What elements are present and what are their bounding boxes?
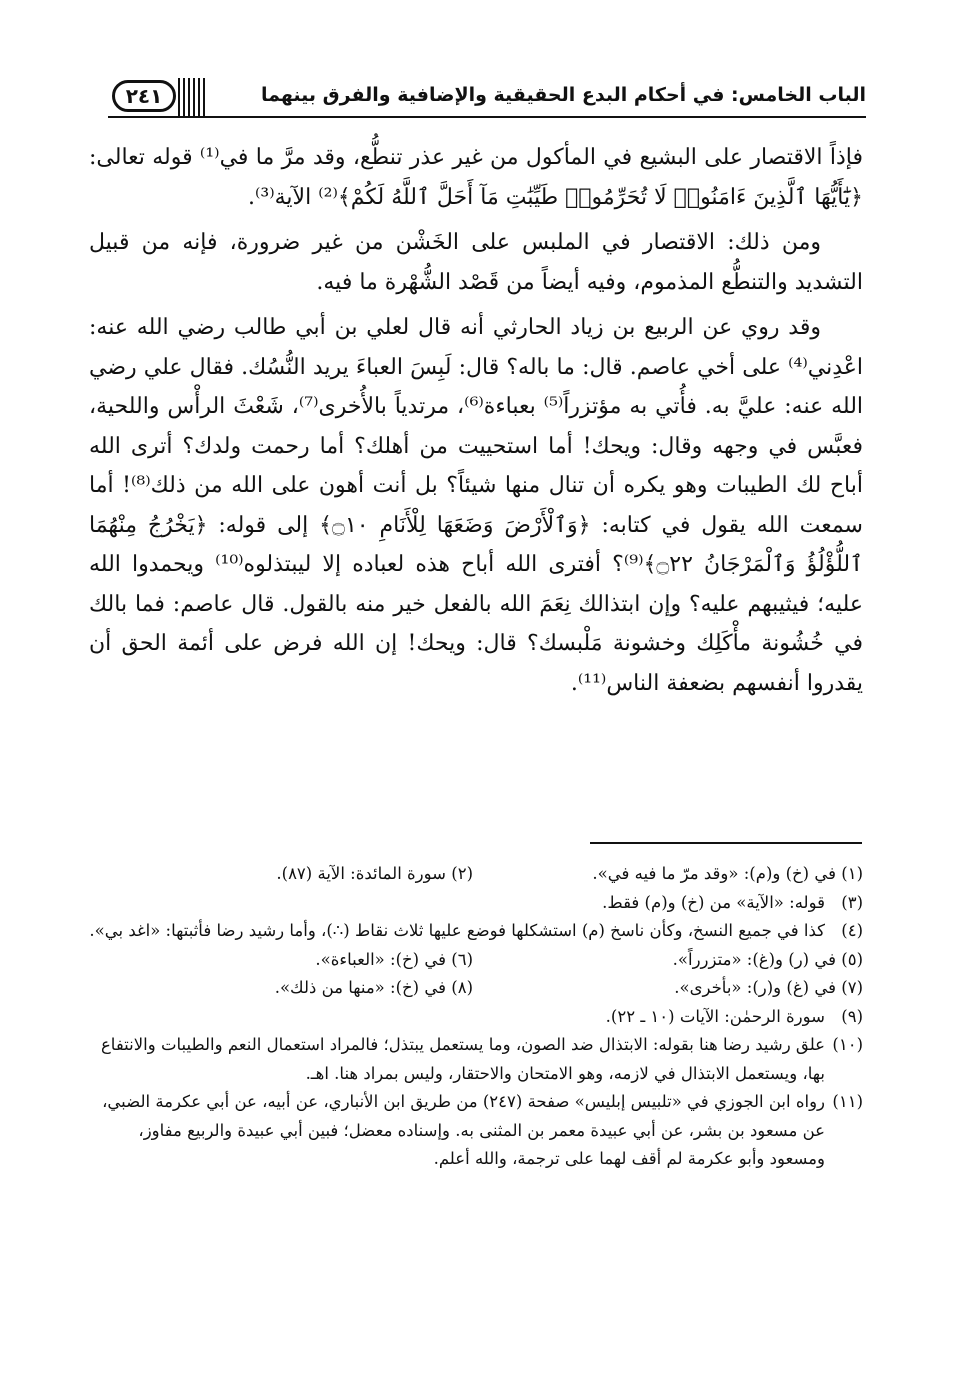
footnote-8 xyxy=(275,974,473,1003)
header-rule xyxy=(108,116,866,118)
main-text xyxy=(89,138,863,709)
footnote-5 xyxy=(673,946,863,975)
footnote-10 xyxy=(89,1031,863,1088)
footnote-1 xyxy=(592,860,863,889)
footnote-2 xyxy=(276,860,473,889)
footnote-number: (٧) xyxy=(841,978,863,997)
footnote-text: قوله: «الآية» من (خ) و(م) فقط. xyxy=(602,892,825,912)
footnote-number: (٨) xyxy=(451,978,473,997)
footnote-text: رواه ابن الجوزي في «تلبيس إبليس» صفحة (٢٤٧) من طريق ابن الأنباري، عن أبيه، عن أبي عكرمة الضبي، عن مسعود بن بشر، عن أبي عبيدة معمر بن المثنى به. وإسناده معضل؛ فبين أبي عبيدة والربيع مفاوز، ومسعود وأبو عكرمة لم أقف لهما على ترجمة، والله أعلم. xyxy=(102,1092,825,1168)
footnote-4 xyxy=(89,917,863,946)
footnote-text: علق رشيد رضا هنا بقوله: الابتذال ضد الصون، وما يستعمل يبتذل؛ فالمراد استعمال النعم والطيبات والانتفاع بها، ويستعمل الابتذال في لازمه، وهو الامتحان والاحتقار، وليس بمراد هنا. اهـ. xyxy=(100,1035,825,1083)
footnote-6 xyxy=(315,946,473,975)
footnote-number: (٩) xyxy=(841,1006,863,1026)
footnote-11 xyxy=(89,1088,863,1174)
footnote-number: (٤) xyxy=(841,921,863,940)
chapter-title: الباب الخامس: في أحكام البدع الحقيقية والإضافية والفرق بينهما xyxy=(261,84,866,106)
footnote-row xyxy=(89,974,863,1003)
ornament-bars xyxy=(178,78,206,116)
footnote-text: في (خ): «العباءة». xyxy=(315,949,446,969)
footnote-number: (٣) xyxy=(841,892,863,912)
footnote-row xyxy=(89,860,863,889)
footnote-3 xyxy=(89,889,863,918)
footnote-text: في (خ) و(م): «وقد مرّ ما فيه في». xyxy=(592,864,836,883)
footnote-text: في (غ) و(ر): «بأخرى». xyxy=(674,978,836,997)
footnote-number: (٥) xyxy=(841,949,863,969)
paragraph: وقد روي عن الربيع بن زياد الحارثي أنه قال لعلي بن أبي طالب رضي الله عنه: اعْدِني⁽⁴⁾ على أخي عاصم. قال: ما باله؟ قال: لَبِسَ العباءَ يريد النُّسُك. فقال علي رضي الله عنه: عليَّ به. فأُتي به مؤتزراً⁽⁵⁾ بعباءة⁽⁶⁾، مرتدياً بالأُخرى⁽⁷⁾، شَعْثَ الرأْس واللحية، فعبَّس في وجهه وقال: ويحك! أما استحييت من أهلك؟ أما رحمت ولدك؟ أترى الله أباح لك الطيبات وهو يكره أن تنال منها شيئاً؟ بل أنت أهون على الله من ذلك⁽⁸⁾! أما سمعت الله يقول في كتابه: ﴿وَٱلْأَرْضَ وَضَعَهَا لِلْأَنَامِ ۝١٠﴾ إلى قوله: ﴿يَخْرُجُ مِنْهُمَا ٱللُّؤْلُؤُ وَٱلْمَرْجَانُ ۝٢٢﴾⁽⁹⁾؟ أفترى الله أباح هذه لعباده إلا ليبتذلوه⁽¹⁰⁾ ويحمدوا الله عليه؛ فيثيبهم عليه؟ وإن ابتذالك نِعَمَ الله بالفعل خير منه بالقول. قال عاصم: فما بالك في خُشُونة مأْكَلِك وخشونة مَلْبسك؟ قال: ويحك! إن الله فرض على أئمة الحق أن يقدروا أنفسهم بضعفة الناس⁽¹¹⁾. xyxy=(89,315,864,696)
footnotes xyxy=(89,860,863,1174)
footnote-number: (٦) xyxy=(451,949,473,969)
footnote-separator xyxy=(590,842,862,844)
footnote-7 xyxy=(674,974,863,1003)
footnote-9 xyxy=(89,1003,863,1032)
footnote-number: (١١) xyxy=(832,1092,863,1111)
paragraph: فإذاً الاقتصار على البشيع في المأكول من غير عذر تنطُّع، وقد مرَّ ما في⁽¹⁾ قوله تعالى: ﴿يَٰٓأَيُّهَا ٱلَّذِينَ ءَامَنُوا۟ لَا تُحَرِّمُوا۟ طَيِّبَٰتِ مَآ أَحَلَّ ٱللَّهُ لَكُمْ﴾⁽²⁾ الآية⁽³⁾. xyxy=(89,145,863,210)
footnote-text: في (خ): «منها من ذلك». xyxy=(274,978,446,997)
footnote-text: كذا في جميع النسخ، وكأن ناسخ (م) استشكلها فوضع عليها ثلاث نقاط (∴)، وأما رشيد رضا فأثبتها: «اغد بي». xyxy=(89,921,825,940)
page-number: ٢٤١ xyxy=(112,80,176,112)
footnote-text: سورة المائدة: الآية (٨٧). xyxy=(276,864,446,883)
page-number-ornament xyxy=(108,78,208,116)
footnote-text: سورة الرحمٰن: الآيات (١٠ ـ ٢٢). xyxy=(605,1006,825,1026)
footnote-number: (١) xyxy=(841,864,863,883)
footnote-number: (٢) xyxy=(451,864,473,883)
running-header xyxy=(108,78,866,118)
footnote-number: (١٠) xyxy=(832,1035,863,1054)
paragraph: ومن ذلك: الاقتصار في الملبس على الخَشْن من غير ضرورة، فإنه من قبيل التشديد والتنطُّع المذموم، وفيه أيضاً من قَصْد الشُّهْرة ما فيه. xyxy=(89,230,863,295)
footnote-text: في (ر) و(غ): «متزرراً». xyxy=(672,949,836,969)
footnote-row xyxy=(89,946,863,975)
